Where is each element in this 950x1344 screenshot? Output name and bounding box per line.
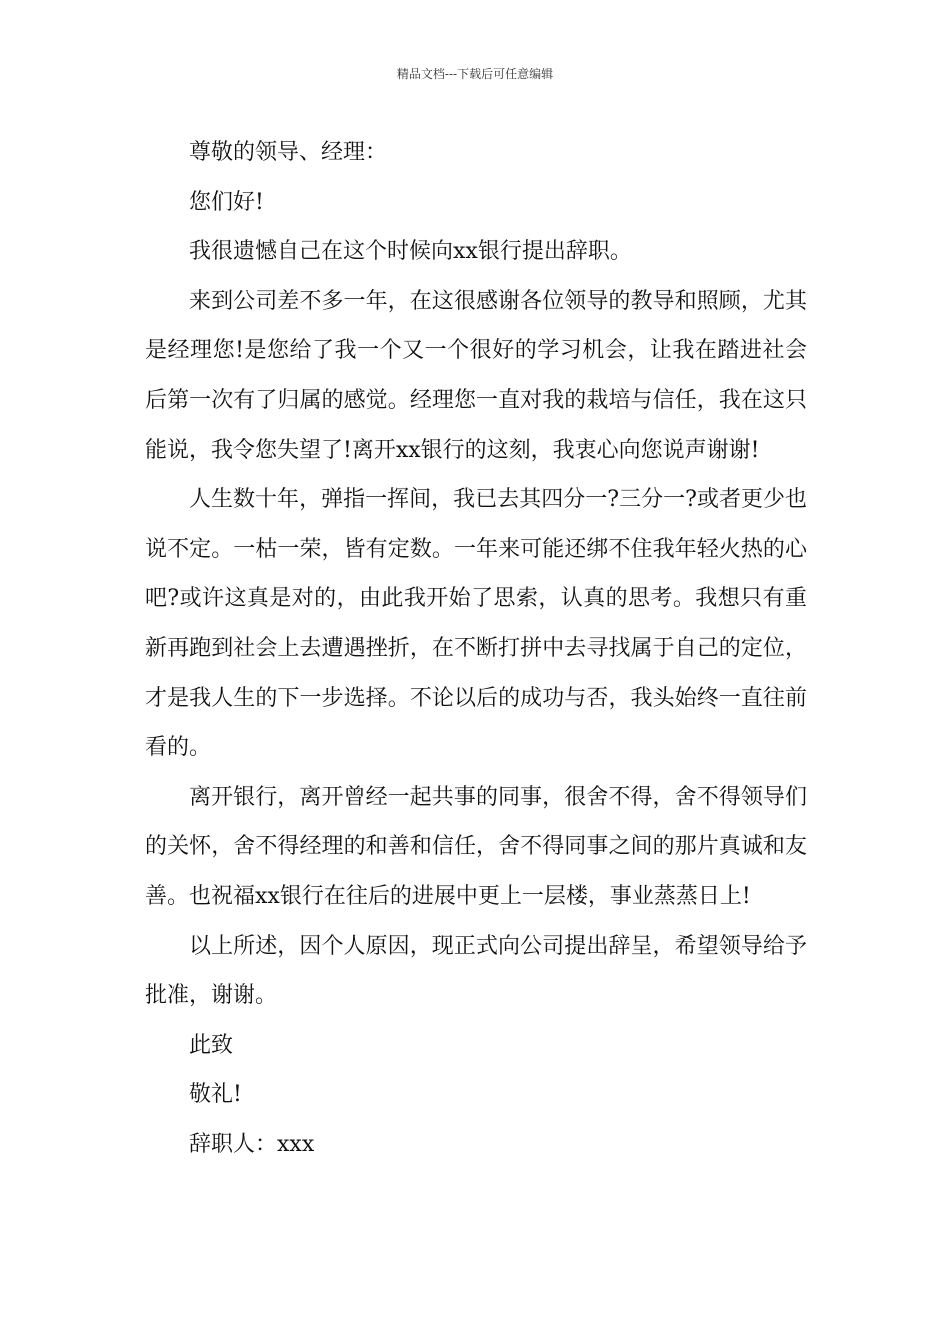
paragraph-reflection: 人生数十年，弹指一挥间，我已去其四分一?三分一?或者更少也说不定。一枯一荣，皆有定数。一年来可能还绑不住我年轻火热的心吧?或许这真是对的，由此我开始了思索，认真的思考。我想只有重新再跑到社会上去遭遇挫折，在不断打拼中去寻找属于自己的定位，才是我人生的下一步选择。不论以后的成功与否，我头始终一直往前看的。 (145, 487, 807, 761)
page-header: 精品文档---下载后可任意编辑 (396, 67, 554, 81)
paragraph-request: 以上所述，因个人原因，现正式向公司提出辞呈，希望领导给予批准，谢谢。 (145, 933, 807, 1009)
paragraph-gratitude: 来到公司差不多一年，在这很感谢各位领导的教导和照顾，尤其是经理您!是您给了我一个又一个很好的学习机会，让我在踏进社会后第一次有了归属的感觉。经理您一直对我的栽培与信任，我在这只能说，我令您失望了!离开xx银行的这刻，我衷心向您说声谢谢! (145, 288, 807, 463)
paragraph-resignation-statement: 我很遗憾自己在这个时候向xx银行提出辞职。 (189, 239, 632, 265)
paragraph-farewell: 离开银行，离开曾经一起共事的同事，很舍不得，舍不得领导们的关怀，舍不得经理的和善和信任，舍不得同事之间的那片真诚和友善。也祝福xx银行在往后的进展中更上一层楼，事业蒸蒸日上! (145, 784, 807, 909)
signature: 辞职人：xxx (189, 1131, 315, 1157)
closing-line-2: 敬礼! (189, 1082, 242, 1108)
salutation: 尊敬的领导、经理： (189, 140, 388, 165)
letter-body (145, 128, 807, 1169)
closing-line-1: 此致 (189, 1032, 234, 1058)
greeting: 您们好! (189, 189, 264, 215)
